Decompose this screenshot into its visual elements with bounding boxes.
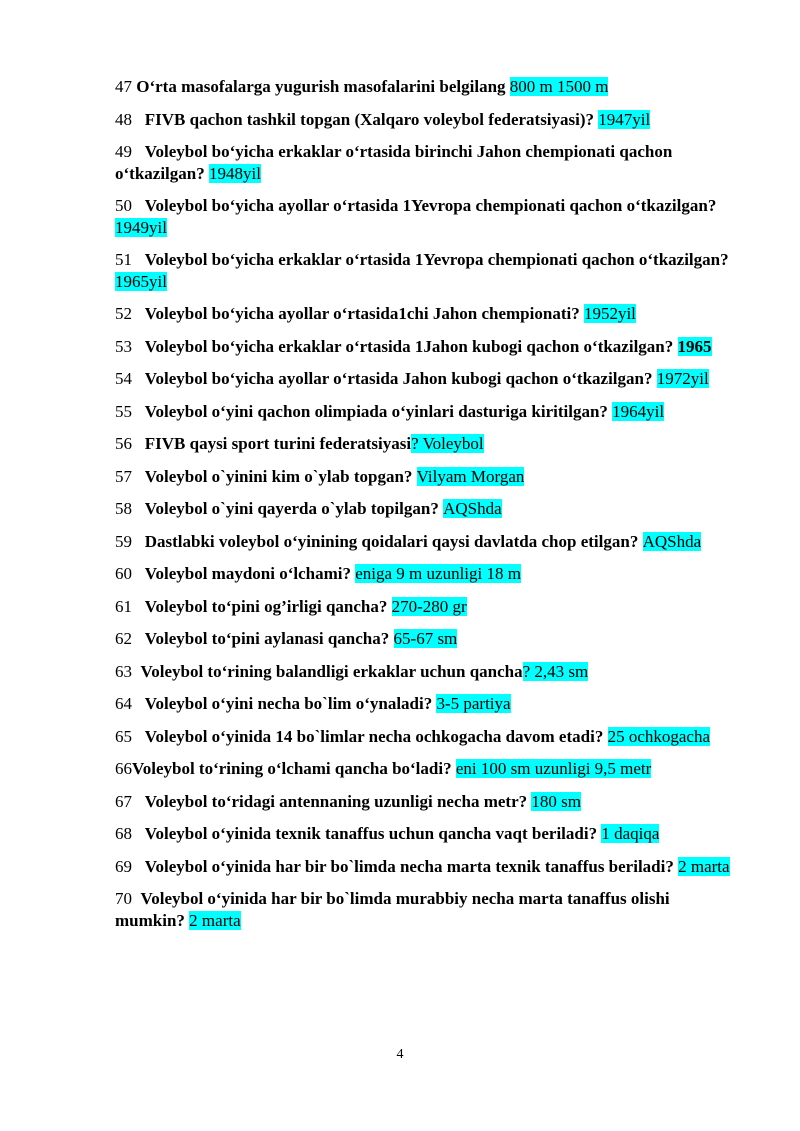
page-number: 4 — [396, 1047, 404, 1062]
question-item — [115, 141, 740, 184]
question-text: FIVB qaysi sport turini federatsiyasi — [144, 434, 412, 453]
question-number: 70 — [115, 889, 141, 908]
highlighted-answer: 180 sm — [531, 791, 581, 811]
question-text: FIVB qachon tashkil topgan (Xalqaro voleybol federatsiyasi)? — [144, 109, 599, 129]
question-number: 57 — [115, 466, 145, 486]
question-item — [115, 596, 740, 618]
highlighted-answer: 65-67 sm — [393, 629, 458, 648]
question-number: 59 — [115, 531, 145, 551]
highlighted-answer: eni 100 sm uzunligi 9,5 metr — [455, 759, 652, 778]
question-text: Dastlabki voleybol o‘yinining qoidalari qaysi davlatda chop etilgan? — [144, 531, 643, 551]
question-text: Voleybol bo‘yicha ayollar o‘rtasida1chi Jahon chempionati? — [144, 304, 584, 323]
question-number: 68 — [115, 824, 145, 843]
question-number: 51 — [115, 250, 145, 269]
question-number: 67 — [115, 791, 145, 811]
question-number: 60 — [115, 564, 145, 583]
question-item — [115, 563, 740, 585]
highlighted-answer: 3-5 partiya — [436, 694, 511, 713]
highlighted-answer: 1948yil — [208, 163, 261, 183]
question-text: Voleybol bo‘yicha ayollar o‘rtasida 1Yevropa chempionati qachon o‘tkazilgan? — [144, 196, 717, 215]
question-number: 58 — [115, 499, 145, 518]
question-number: 69 — [115, 856, 145, 876]
highlighted-answer: 2 marta — [189, 910, 241, 930]
question-text: Voleybol o‘yinida 14 bo`limlar necha ochkogacha davom etadi? — [144, 726, 608, 746]
question-number: 66 — [115, 759, 132, 778]
question-number: 63 — [115, 661, 141, 681]
question-item — [115, 628, 740, 650]
question-text: Voleybol bo‘yicha erkaklar o‘rtasida 1Jahon kubogi qachon o‘tkazilgan? — [144, 336, 678, 356]
highlighted-answer: 800 m 1500 m — [509, 77, 609, 96]
question-item — [115, 693, 740, 715]
question-number: 56 — [115, 434, 145, 453]
question-text: Voleybol o`yinini kim o`ylab topgan? — [144, 466, 417, 486]
question-number: 65 — [115, 726, 145, 746]
question-list — [115, 76, 740, 931]
question-text: Voleybol to‘pini og’irligi qancha? — [144, 596, 392, 616]
highlighted-answer: 270-280 gr — [391, 596, 467, 616]
question-number: 53 — [115, 336, 145, 356]
question-item — [115, 368, 740, 390]
question-item — [115, 249, 740, 292]
question-item — [115, 195, 740, 238]
question-number: 61 — [115, 596, 145, 616]
question-number: 54 — [115, 369, 145, 388]
question-number: 62 — [115, 629, 145, 648]
question-number: 48 — [115, 109, 145, 129]
question-text: O‘rta masofalarga yugurish masofalarini belgilang — [136, 77, 510, 96]
question-item — [115, 303, 740, 325]
highlighted-answer: AQShda — [443, 499, 502, 518]
question-text: Voleybol bo‘yicha erkaklar o‘rtasida 1Yevropa chempionati qachon o‘tkazilgan? — [144, 250, 729, 269]
question-text: Voleybol bo‘yicha ayollar o‘rtasida Jahon kubogi qachon o‘tkazilgan? — [144, 369, 657, 388]
question-text: Voleybol maydoni o‘lchami? — [144, 564, 356, 583]
highlighted-answer: 1964yil — [612, 401, 665, 421]
question-text: Voleybol to‘rining o‘lchami qancha bo‘ladi? — [132, 759, 456, 778]
highlighted-answer: 1947yil — [598, 109, 651, 129]
highlighted-answer: 1 daqiqa — [601, 824, 660, 843]
question-text: Voleybol to‘pini aylanasi qancha? — [144, 629, 394, 648]
question-number: 49 — [115, 142, 145, 161]
highlighted-answer: 1965 — [677, 336, 712, 356]
question-item — [115, 401, 740, 423]
highlighted-answer: eniga 9 m uzunligi 18 m — [355, 564, 521, 583]
highlighted-answer: 25 ochkogacha — [607, 726, 711, 746]
question-item — [115, 531, 740, 553]
highlighted-answer: ? Voleybol — [411, 434, 484, 453]
highlighted-answer: 1949yil — [115, 217, 167, 237]
question-text: Voleybol o‘yini qachon olimpiada o‘yinlari dasturiga kiritilgan? — [144, 401, 613, 421]
question-number: 50 — [115, 196, 145, 215]
question-item — [115, 726, 740, 748]
question-text: Voleybol o‘yini necha bo`lim o‘ynaladi? — [144, 694, 437, 713]
highlighted-answer: 2 marta — [678, 856, 730, 876]
question-item — [115, 466, 740, 488]
question-item — [115, 498, 740, 520]
question-item — [115, 823, 740, 845]
highlighted-answer: Vilyam Morgan — [416, 466, 525, 486]
question-text: Voleybol o`yini qayerda o`ylab topilgan? — [144, 499, 444, 518]
question-text: Voleybol o‘yinida har bir bo`limda necha marta texnik tanaffus beriladi? — [144, 856, 679, 876]
question-text: Voleybol to‘rining balandligi erkaklar uchun qancha — [140, 661, 523, 681]
question-item — [115, 336, 740, 358]
question-item — [115, 791, 740, 813]
highlighted-answer: AQShda — [642, 531, 702, 551]
question-item — [115, 76, 740, 98]
question-item — [115, 888, 740, 931]
question-number: 52 — [115, 304, 145, 323]
question-item — [115, 109, 740, 131]
highlighted-answer: 1952yil — [583, 304, 636, 323]
question-item — [115, 661, 740, 683]
question-text: Voleybol to‘ridagi antennaning uzunligi necha metr? — [144, 791, 532, 811]
question-item — [115, 758, 740, 780]
question-text: Voleybol o‘yinida texnik tanaffus uchun qancha vaqt beriladi? — [144, 824, 602, 843]
question-text: Voleybol bo‘yicha erkaklar o‘rtasida birinchi Jahon chempionati qachon o‘tkazilgan? — [115, 142, 673, 183]
question-number: 55 — [115, 401, 145, 421]
question-item — [115, 856, 740, 878]
highlighted-answer: 1965yil — [115, 271, 167, 291]
document-page — [115, 76, 740, 942]
question-text: Voleybol o‘yinida har bir bo`limda murabbiy necha marta tanaffus olishi mumkin? — [115, 889, 670, 930]
question-item — [115, 433, 740, 455]
highlighted-answer: 1972yil — [656, 369, 709, 388]
question-number: 64 — [115, 694, 145, 713]
highlighted-answer: ? 2,43 sm — [522, 661, 589, 681]
question-number: 47 — [115, 77, 137, 96]
